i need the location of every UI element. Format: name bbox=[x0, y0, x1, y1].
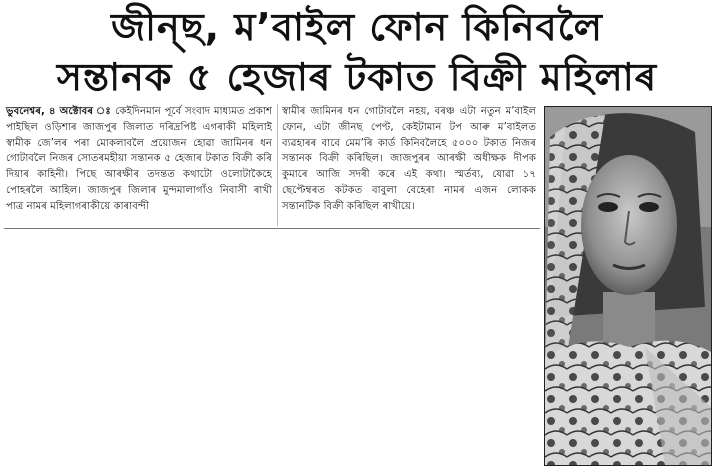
article-column-1-text: কেইদিনমান পূৰ্বে সংবাদ মাধ্যমত প্ৰকাশ পাইছিল ওড়িশাৰ জাজপুৰ জিলাত দৰিদ্ৰপিষ্ট এগৰাকী মহিলাই স্বামীক জে’লৰ পৰা মোকলাবলৈ প্ৰয়োজন হোৱা জামিনৰ ধন গোটাবলৈ নিজৰ সোতৰমহীয়া সন্তানক ৫ হেজাৰ টকাত বিক্ৰী কৰি দিয়াৰ কাহিনী। পিছে আৰক্ষীৰ তদন্তত কথাটো ওলোটাকৈহে পোহৰলৈ আহিল। জাজপুৰ জিলাৰ মুন্দমালাগাঁও নিবাসী ৰাখী পাত্ৰ নামৰ মহিলাগৰাকীয়ে কাৰাবন্দী bbox=[6, 106, 272, 212]
headline-line-2: সন্তানক ৫ হেজাৰ টকাত বিক্ৰী মহিলাৰ bbox=[56, 55, 658, 99]
column-divider bbox=[277, 104, 278, 226]
headline bbox=[0, 2, 714, 102]
article-dateline: ভুবনেশ্বৰ, ৪ অক্টোবৰ ঃ bbox=[6, 106, 112, 117]
portrait-image bbox=[545, 107, 711, 465]
article-column-1 bbox=[6, 104, 272, 215]
headline-line-1: জীন্‌ছ, ম’বাইল ফোন কিনিবলৈ bbox=[111, 5, 603, 49]
woman-portrait-photo bbox=[544, 106, 712, 466]
article-bottom-rule bbox=[4, 228, 540, 229]
article-column-2 bbox=[282, 104, 536, 215]
article-column-2-text: স্বামীৰ জামিনৰ ধন গোটাবলৈ নহয়, বৰঞ্চ এটা নতুন ম’বাইল ফোন, এটা জীনছ পেণ্ট, কেইটামান টপ আৰু ম’বাইলত ব্যৱহাৰৰ বাবে মেম’ৰি কাৰ্ড কিনিবলৈহে ৫০০০ টকাত নিজৰ সন্তানক বিক্ৰী কৰিছিল। জাজপুৰৰ আৰক্ষী অধীক্ষক দীপক কুমাৰে আজি সদৰী কৰে এই কথা। স্মৰ্তব্য, যোৱা ১৭ ছেপ্টেম্বৰত কটকত বাবুলা বেহেৰা নামৰ এজন লোকক সন্তানটিক বিক্ৰী কৰিছিল ৰাখীয়ে। bbox=[282, 106, 536, 212]
